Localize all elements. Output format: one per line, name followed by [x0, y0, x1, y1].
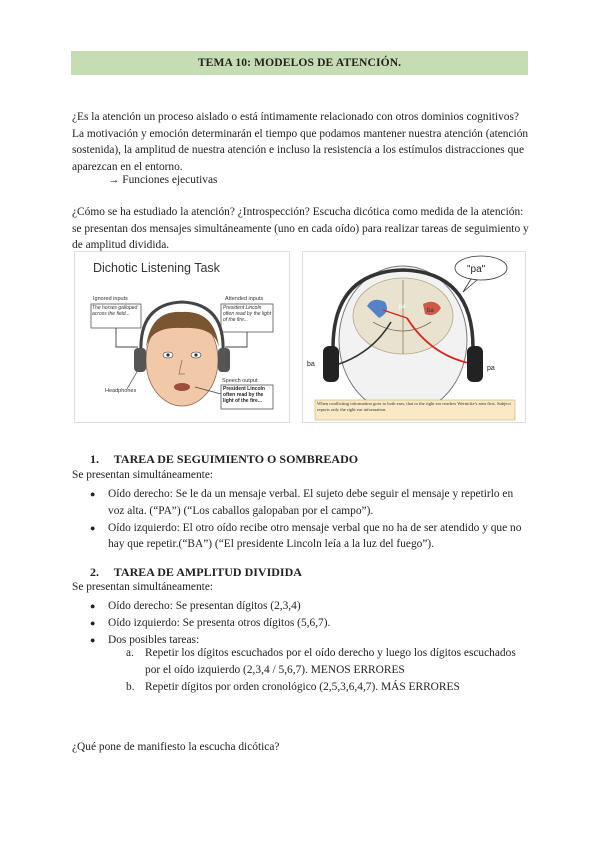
section-2-heading: [90, 565, 302, 580]
brain-ba-label: ba: [427, 308, 434, 314]
section-1-list: [90, 486, 530, 553]
intro-paragraph: ¿Es la atención un proceso aislado o está íntimamente relacionado con otros dominios cognitivos? La motivación y emoción determinarán el tiempo que podamos mantener nuestra atención (atención sostenida), la amplitud de nuestra atención e incluso la resistencia a los estímulos distracciones que aparezcan en el entorno.: [72, 111, 529, 173]
study-paragraph: ¿Cómo se ha estudiado la atención? ¿Introspección? Escucha dicótica como medida de la atención: se presentan dos mensajes simultáneamente (uno en cada oído) para realizar tareas de seguimiento y de amplitud dividida.: [72, 206, 529, 252]
section-2-list: [90, 598, 530, 648]
section-1-lead: Se presentan simultáneamente:: [72, 469, 214, 481]
brain-caption: When conflicting information goes to both ears, that to the right ear reaches Wernicke's area first. Subject reports only the right ear information.: [317, 401, 511, 412]
right-ear-pa-label: pa: [487, 365, 495, 372]
speech-output-label: Speech output: [222, 378, 258, 384]
section-2-lead: Se presentan simultáneamente:: [72, 581, 214, 593]
brain-diagram-figure: [302, 251, 526, 423]
list-item: ● Dos posibles tareas:: [90, 632, 530, 649]
left-ear-ba-label: ba: [307, 361, 315, 368]
list-item: ● Oído izquierdo: El otro oído recibe otro mensaje verbal que no ha de ser atendido y que no hay que repetir.(“BA”) (“El presidente Lincoln leía a la luz del fuego”).: [90, 520, 530, 554]
sub-item-marker: b.: [126, 680, 135, 693]
list-item: ● Oído derecho: Se le da un mensaje verbal. El sujeto debe seguir el mensaje y repetirlo en voz alta. (“PA”) (“Los caballos galopaban por el campo”).: [90, 486, 530, 520]
executive-functions-line: → Funciones ejecutivas: [108, 174, 218, 186]
sub-item-text: Repetir los dígitos escuchados por el oído derecho y luego los dígitos escuchados por el oído izquierdo (2,3,4 / 5,6,7). MENOS ERRORES: [145, 647, 516, 676]
list-item: ● Oído derecho: Se presentan dígitos (2,3,4): [90, 598, 530, 615]
brain-pa-label: pa: [399, 304, 406, 310]
attended-inputs-label: Attended inputs: [225, 296, 264, 302]
section-2-number: 2.: [90, 565, 99, 579]
sub-list-item: [126, 645, 526, 679]
dichotic-listening-figure: [74, 251, 290, 423]
ignored-inputs-label: Ignored inputs: [93, 296, 128, 302]
page-title: TEMA 10: MODELOS DE ATENCIÓN.: [71, 51, 528, 75]
section-1-title: TAREA DE SEGUIMIENTO O SOMBREADO: [113, 452, 359, 466]
speech-output-text: President Lincoln often read by the light of the fire...: [223, 386, 265, 404]
section-1-heading: [90, 452, 358, 467]
list-item: ● Oído izquierdo: Se presenta otros dígitos (5,6,7).: [90, 615, 530, 632]
closing-question: ¿Qué pone de manifiesto la escucha dicótica?: [72, 741, 280, 753]
sub-item-marker: a.: [126, 647, 134, 659]
headphones-label: Headphones: [105, 388, 137, 394]
sub-item-text: Repetir dígitos por orden cronológico (2,5,3,6,4,7). MÁS ERRORES: [145, 680, 460, 693]
section-1-number: 1.: [90, 452, 99, 466]
section-2-title: TAREA DE AMPLITUD DIVIDIDA: [113, 565, 302, 579]
section-2-sublist: [126, 645, 526, 695]
speech-bubble-text: "pa": [467, 264, 486, 275]
ignored-inputs-text: The horses galloped across the field...: [92, 305, 138, 317]
sub-list-item: [126, 679, 526, 696]
attended-inputs-text: President Lincoln often read by the light of the fire...: [223, 305, 272, 323]
figure-title: Dichotic Listening Task: [93, 261, 220, 275]
